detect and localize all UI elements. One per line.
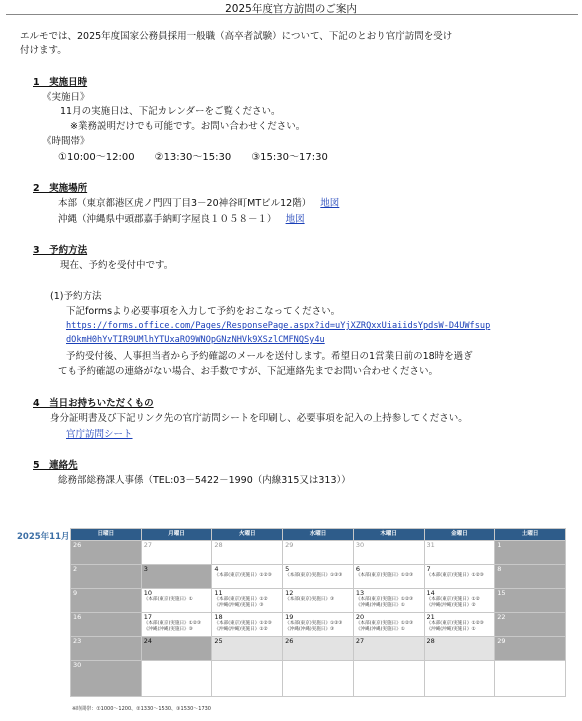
time-slots: ①10:00～12:00 ②13:30～15:30 ③15:30～17:30 — [58, 152, 328, 163]
calendar-event: 《本部(東京)実施日》①②③ — [355, 573, 414, 578]
calendar-day-cell — [353, 589, 424, 613]
calendar-day-cell — [212, 565, 283, 589]
calendar-header-0: 日曜日 — [71, 529, 142, 541]
calendar-event: 《本部(東京)実施日》① — [143, 597, 193, 602]
calendar-day-number: 19 — [285, 613, 294, 621]
calendar-day-cell — [71, 637, 142, 661]
calendar-day-number: 3 — [143, 565, 148, 573]
section-4-heading: 4 当日お持ちいただくもの — [33, 398, 154, 409]
calendar-day-cell — [71, 661, 142, 697]
calendar-day-number: 30 — [355, 541, 365, 549]
calendar-event: 《沖縄(沖縄)実施日》③ — [285, 627, 335, 632]
calendar-header-1: 月曜日 — [141, 529, 212, 541]
date-text: 11月の実施日は、下記カレンダーをご覧ください。 — [60, 106, 281, 117]
calendar-day-number: 26 — [285, 637, 294, 645]
calendar-week — [71, 589, 566, 613]
calendar-header-3: 水曜日 — [283, 529, 354, 541]
location-honbu — [58, 197, 339, 210]
calendar-week — [71, 565, 566, 589]
calendar-day-cell — [141, 613, 212, 637]
calendar-day-cell — [71, 589, 142, 613]
calendar-day-cell — [141, 541, 212, 565]
calendar-day-cell — [424, 589, 495, 613]
intro-line-1: エルモでは、2025年度国家公務員採用一般職（高卒者試験）について、下記のとおり官庁訪問を受け — [20, 31, 453, 42]
calendar-day-number: 22 — [497, 613, 506, 621]
calendar-header-4: 木曜日 — [353, 529, 424, 541]
calendar-day-cell — [495, 565, 566, 589]
calendar-day-cell — [212, 661, 283, 697]
page-title: 2025年度官方訪問のご案内 — [225, 3, 357, 15]
forms-url-line-1[interactable]: https://forms.office.com/Pages/ResponsePage.aspx?id=uYjXZRQxxUiaiidsYpdsW-D4UWfsup — [66, 321, 491, 331]
calendar-day-number: 15 — [497, 589, 506, 597]
calendar-week — [71, 637, 566, 661]
calendar-day-cell — [495, 661, 566, 697]
calendar-day-number: 31 — [426, 541, 435, 549]
calendar-day-cell — [424, 565, 495, 589]
calendar-event: 《沖縄(沖縄)実施日》① — [426, 627, 476, 632]
calendar-event: 《本部(東京)実施日》①② — [426, 597, 480, 602]
calendar-day-cell — [353, 541, 424, 565]
calendar-event: 《沖縄(沖縄)実施日》② — [426, 603, 476, 608]
calendar-event: 《沖縄(沖縄)実施日》③ — [214, 603, 264, 608]
calendar-day-cell — [424, 541, 495, 565]
calendar-day-cell — [71, 541, 142, 565]
forms-url-line-2[interactable]: dOkmH0hYvTIR9UMlhYTUxaRO9WNOpGNzNHVk9XSzlCMFNQSy4u — [66, 335, 325, 345]
calendar-month-label: 2025年11月 — [17, 532, 70, 542]
calendar-day-cell — [283, 661, 354, 697]
calendar-event: 《本部(東京)実施日》①②③ — [285, 621, 343, 626]
calendar-day-number: 25 — [214, 637, 223, 645]
calendar-day-cell — [71, 613, 142, 637]
calendar-event: 《沖縄(沖縄)実施日》③ — [143, 627, 193, 632]
calendar-day-cell — [495, 589, 566, 613]
calendar-day-number: 29 — [285, 541, 294, 549]
okinawa-address: 沖縄（沖縄県中頭郡嘉手納町字屋良１０５８－１） — [58, 214, 277, 225]
calendar-day-number: 14 — [426, 589, 435, 597]
calendar-event: 《本部(東京)実施日》①② — [214, 597, 268, 602]
date-label: 《実施日》 — [42, 92, 90, 103]
calendar-event: 《本部(東京)実施日》①②③ — [355, 621, 414, 626]
calendar-event: 《本部(東京)実施日》①②③ — [426, 621, 484, 626]
calendar-day-number: 10 — [143, 589, 152, 597]
section-1-heading: 1 実施日時 — [33, 77, 88, 88]
reservation-status: 現在、予約を受付中です。 — [60, 260, 174, 271]
calendar-day-cell — [495, 541, 566, 565]
calendar-day-cell — [353, 661, 424, 697]
calendar-day-number: 6 — [355, 565, 360, 573]
calendar-day-cell — [141, 637, 212, 661]
calendar-day-number: 16 — [73, 613, 82, 621]
calendar-header-5: 金曜日 — [424, 529, 495, 541]
calendar-day-cell — [141, 589, 212, 613]
calendar-header-6: 土曜日 — [495, 529, 566, 541]
visit-sheet-link[interactable]: 官庁訪問シート — [66, 429, 133, 440]
date-note: ※業務説明だけでも可能です。お問い合わせください。 — [70, 121, 306, 132]
calendar-day-number: 1 — [497, 541, 502, 549]
forms-instruction: 下記formsより必要事項を入力して予約をおこなってください。 — [66, 306, 341, 317]
calendar-day-number: 28 — [426, 637, 435, 645]
calendar-day-number: 11 — [214, 589, 223, 597]
section-5-heading: 5 連絡先 — [33, 460, 78, 471]
calendar-event: 《本部(東京)実施日》①②③ — [285, 573, 343, 578]
calendar-header-2: 火曜日 — [212, 529, 283, 541]
calendar-day-number: 28 — [214, 541, 223, 549]
calendar-day-number: 2 — [73, 565, 78, 573]
calendar-day-cell — [495, 637, 566, 661]
calendar-day-number: 8 — [497, 565, 502, 573]
calendar-day-cell — [283, 637, 354, 661]
okinawa-map-link[interactable]: 地図 — [285, 214, 305, 225]
calendar-day-number: 9 — [73, 589, 78, 597]
calendar-day-number: 24 — [143, 637, 152, 645]
calendar-event: 《本部(東京)実施日》①②③ — [214, 573, 272, 578]
calendar-day-number: 29 — [497, 637, 506, 645]
honbu-address: 本部（東京都港区虎ノ門四丁目3－20神谷町MTビル12階） — [58, 198, 312, 209]
calendar-day-cell — [71, 565, 142, 589]
calendar-event: 《沖縄(沖縄)実施日》① — [355, 627, 405, 632]
honbu-map-link[interactable]: 地図 — [320, 198, 340, 209]
calendar-day-number: 18 — [214, 613, 223, 621]
calendar-day-number: 7 — [426, 565, 431, 573]
calendar-day-cell — [212, 613, 283, 637]
calendar-week — [71, 661, 566, 697]
calendar-day-cell — [212, 637, 283, 661]
calendar-day-cell — [283, 565, 354, 589]
calendar-day-cell — [353, 565, 424, 589]
calendar-day-cell — [424, 661, 495, 697]
calendar-day-cell — [424, 637, 495, 661]
calendar-footnote: ※時間帯：①1000～1200、②1330～1530、③1530～1730 — [72, 706, 211, 712]
calendar-week — [71, 613, 566, 637]
calendar-day-cell — [283, 541, 354, 565]
calendar-day-number: 26 — [73, 541, 82, 549]
calendar — [70, 528, 566, 697]
after-reservation-line-2: ても予約確認の連絡がない場合、お手数ですが、下記連絡先までお問い合わせください。 — [58, 366, 439, 377]
items-to-bring: 身分証明書及び下記リンク先の官庁訪問シートを印刷し、必要事項を記入の上持参してください。 — [50, 413, 468, 424]
calendar-event: 《本部(東京)実施日》①②③ — [143, 621, 201, 626]
calendar-day-cell — [141, 565, 212, 589]
contact-info: 総務部総務課人事係（TEL:03－5422－1990（内線315又は313）） — [58, 475, 351, 486]
calendar-day-cell — [141, 661, 212, 697]
calendar-day-cell — [212, 589, 283, 613]
reservation-subheading: (1)予約方法 — [50, 291, 102, 302]
calendar-day-number: 5 — [285, 565, 290, 573]
calendar-day-cell — [212, 541, 283, 565]
calendar-event: 《本部(東京)実施日》①②③ — [355, 597, 414, 602]
after-reservation-line-1: 予約受付後、人事担当者から予約確認のメールを送付します。希望日の1営業日前の18時を過ぎ — [66, 351, 473, 362]
calendar-day-number: 13 — [355, 589, 365, 597]
calendar-day-number: 12 — [285, 589, 294, 597]
calendar-day-cell — [495, 613, 566, 637]
calendar-day-number: 4 — [214, 565, 219, 573]
calendar-week — [71, 541, 566, 565]
calendar-day-number: 27 — [355, 637, 365, 645]
calendar-day-number: 27 — [143, 541, 152, 549]
calendar-event: 《沖縄(沖縄)実施日》① — [355, 603, 405, 608]
calendar-event: 《本部(東京)実施日》①②③ — [214, 621, 272, 626]
calendar-day-number: 30 — [73, 661, 82, 669]
calendar-day-number: 20 — [355, 613, 365, 621]
intro-line-2: 付けます。 — [20, 45, 67, 56]
calendar-event: 《本部(東京)実施日》①②③ — [426, 573, 484, 578]
time-label: 《時間帯》 — [42, 136, 90, 147]
calendar-day-number: 23 — [73, 637, 82, 645]
calendar-day-cell — [353, 613, 424, 637]
calendar-event: 《沖縄(沖縄)実施日》①② — [214, 627, 268, 632]
title-divider — [6, 14, 578, 15]
calendar-day-cell — [424, 613, 495, 637]
calendar-day-cell — [353, 637, 424, 661]
calendar-day-number: 21 — [426, 613, 435, 621]
calendar-event: 《本部(東京)実施日》③ — [285, 597, 335, 602]
section-3-heading: 3 予約方法 — [33, 245, 88, 256]
calendar-day-number: 17 — [143, 613, 152, 621]
calendar-day-cell — [283, 613, 354, 637]
location-okinawa — [58, 213, 305, 226]
section-2-heading: 2 実施場所 — [33, 183, 88, 194]
calendar-day-cell — [283, 589, 354, 613]
